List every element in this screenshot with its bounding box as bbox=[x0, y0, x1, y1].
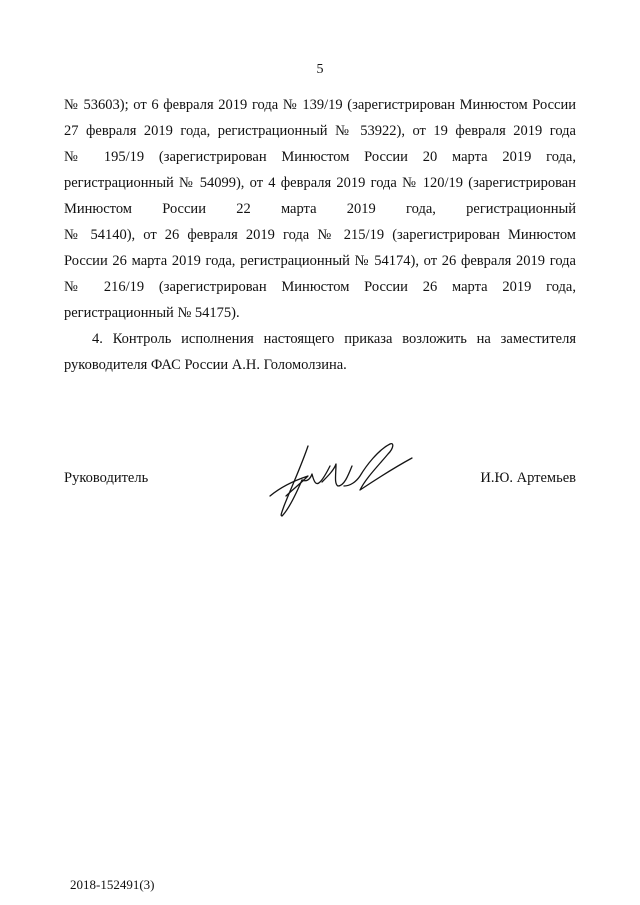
handwritten-signature bbox=[262, 436, 422, 518]
signer-name: И.Ю. Артемьев bbox=[480, 470, 576, 486]
text-line: Минюстом России 22 марта 2019 года, регистрационный bbox=[64, 201, 576, 217]
text-line: России 26 марта 2019 года, регистрационный № 54174), от 26 февраля 2019 года bbox=[64, 253, 576, 269]
text-line: регистрационный № 54099), от 4 февраля 2019 года № 120/19 (зарегистрирован bbox=[64, 175, 576, 191]
text-line: руководителя ФАС России А.Н. Голомолзина. bbox=[64, 357, 347, 373]
page-number: 5 bbox=[316, 62, 324, 77]
document-code: 2018-152491(3) bbox=[70, 877, 155, 892]
text-line: № 53603); от 6 февраля 2019 года № 139/19 (зарегистрирован Минюстом России bbox=[64, 97, 576, 113]
text-line: № 216/19 (зарегистрирован Минюстом России 26 марта 2019 года, bbox=[64, 279, 576, 295]
text-line: № 54140), от 26 февраля 2019 года № 215/19 (зарегистрирован Минюстом bbox=[64, 227, 576, 243]
text-line: 27 февраля 2019 года, регистрационный № 53922), от 19 февраля 2019 года bbox=[64, 123, 576, 139]
text-line: № 195/19 (зарегистрирован Минюстом России 20 марта 2019 года, bbox=[64, 149, 576, 165]
text-line: регистрационный № 54175). bbox=[64, 305, 240, 321]
signer-role: Руководитель bbox=[64, 470, 149, 486]
paragraph-item-4: 4. Контроль исполнения настоящего приказа возложить на заместителя bbox=[92, 331, 576, 347]
